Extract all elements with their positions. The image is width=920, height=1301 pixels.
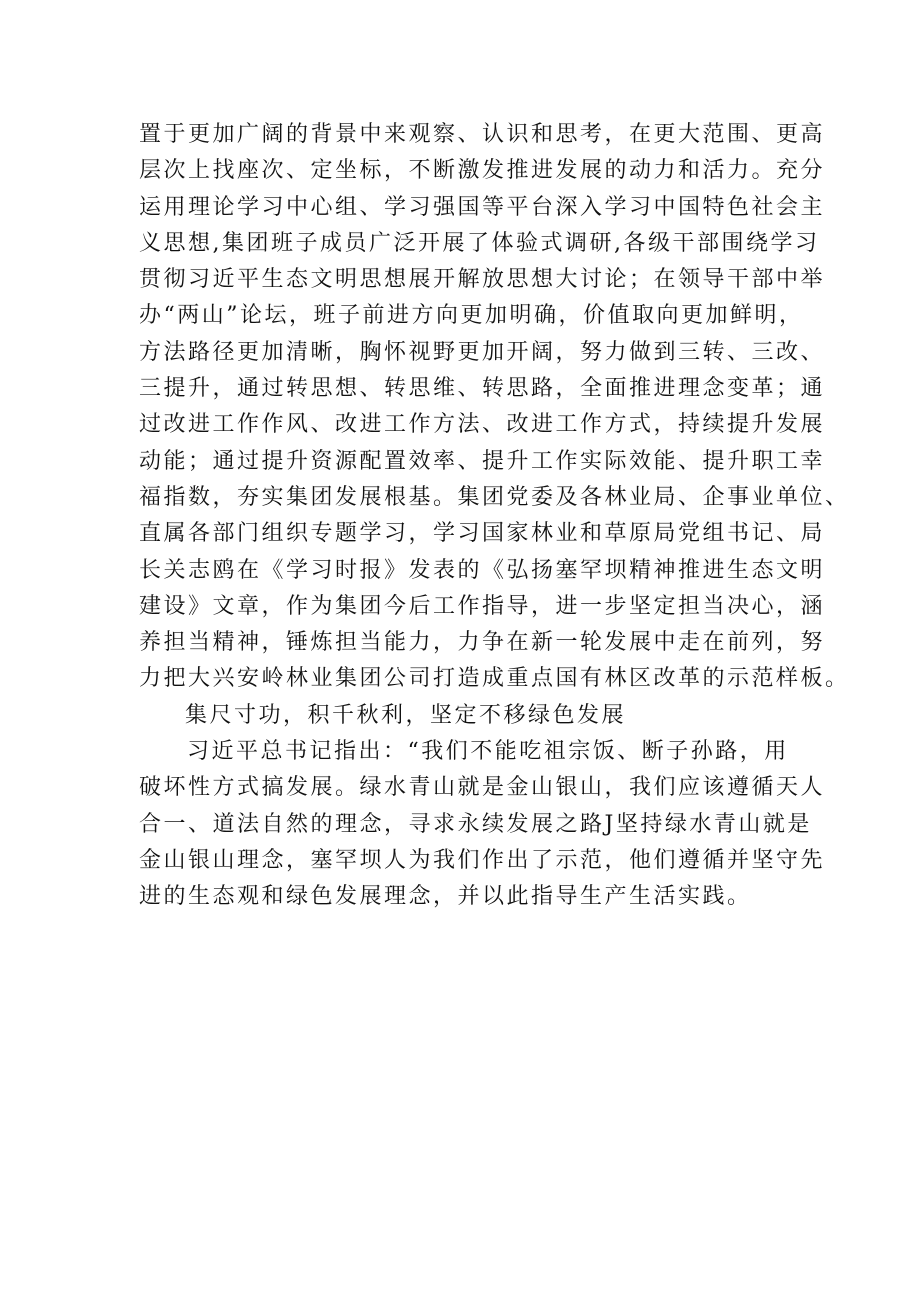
text-line: 养担当精神，锤炼担当能力，力争在新一轮发展中走在前列，努 xyxy=(139,630,826,656)
text-line: 长关志鸥在《学习时报》发表的《弘扬塞罕坝精神推进生态文明 xyxy=(139,557,826,583)
text-line: 习近平总书记指出：“我们不能吃祖宗饭、断子孙路，用 xyxy=(187,739,789,765)
text-line: 置于更加广阔的背景中来观察、认识和思考，在更大范围、更高 xyxy=(139,122,826,147)
section-heading: 集尺寸功，积千秋利，坚定不移绿色发展 xyxy=(185,702,627,728)
text-line: 力把大兴安岭林业集团公司打造成重点国有林区改革的示范样板。 xyxy=(139,666,850,692)
document-body xyxy=(139,117,850,916)
text-line: 义思想,集团班子成员广泛开展了体验式调研,各级干部围绕学习 xyxy=(139,230,820,256)
text-line: 直属各部门组织专题学习，学习国家林业和草原局党组书记、局 xyxy=(139,521,826,547)
text-line: 福指数，夯实集团发展根基。集团党委及各林业局、企事业单位、 xyxy=(139,484,850,510)
text-line: 运用理论学习中心组、学习强国等平台深入学习中国特色社会主 xyxy=(139,194,826,220)
text-line: 三提升，通过转思想、转思维、转思路，全面推进理念变革；通 xyxy=(139,376,826,402)
paragraph-2 xyxy=(139,734,826,915)
text-line: 过改进工作作风、改进工作方法、改进工作方式，持续提升发展 xyxy=(139,412,826,438)
text-line: 动能；通过提升资源配置效率、提升工作实际效能、提升职工幸 xyxy=(139,448,826,474)
text-line: 办“两山”论坛，班子前进方向更加明确，价值取向更加鲜明， xyxy=(139,303,804,329)
text-line: 方法路径更加清晰，胸怀视野更加开阔，努力做到三转、三改、 xyxy=(139,339,826,365)
text-line: 贯彻习近平生态文明思想展开解放思想大讨论；在领导干部中举 xyxy=(139,267,826,293)
paragraph-1 xyxy=(139,117,850,698)
text-line: 层次上找座次、定坐标，不断激发推进发展的动力和活力。充分 xyxy=(139,158,826,184)
text-line: 建设》文章，作为集团今后工作指导，进一步坚定担当决心，涵 xyxy=(139,593,826,619)
text-line: 进的生态观和绿色发展理念，并以此指导生产生活实践。 xyxy=(139,884,752,910)
text-line: 破坏性方式搞发展。绿水青山就是金山银山，我们应该遵循天人 xyxy=(139,775,826,801)
text-line: 合一、道法自然的理念，寻求永续发展之路J坚持绿水青山就是 xyxy=(139,811,812,837)
text-line: 金山银山理念，塞罕坝人为我们作出了示范，他们遵循并坚守先 xyxy=(139,847,826,873)
